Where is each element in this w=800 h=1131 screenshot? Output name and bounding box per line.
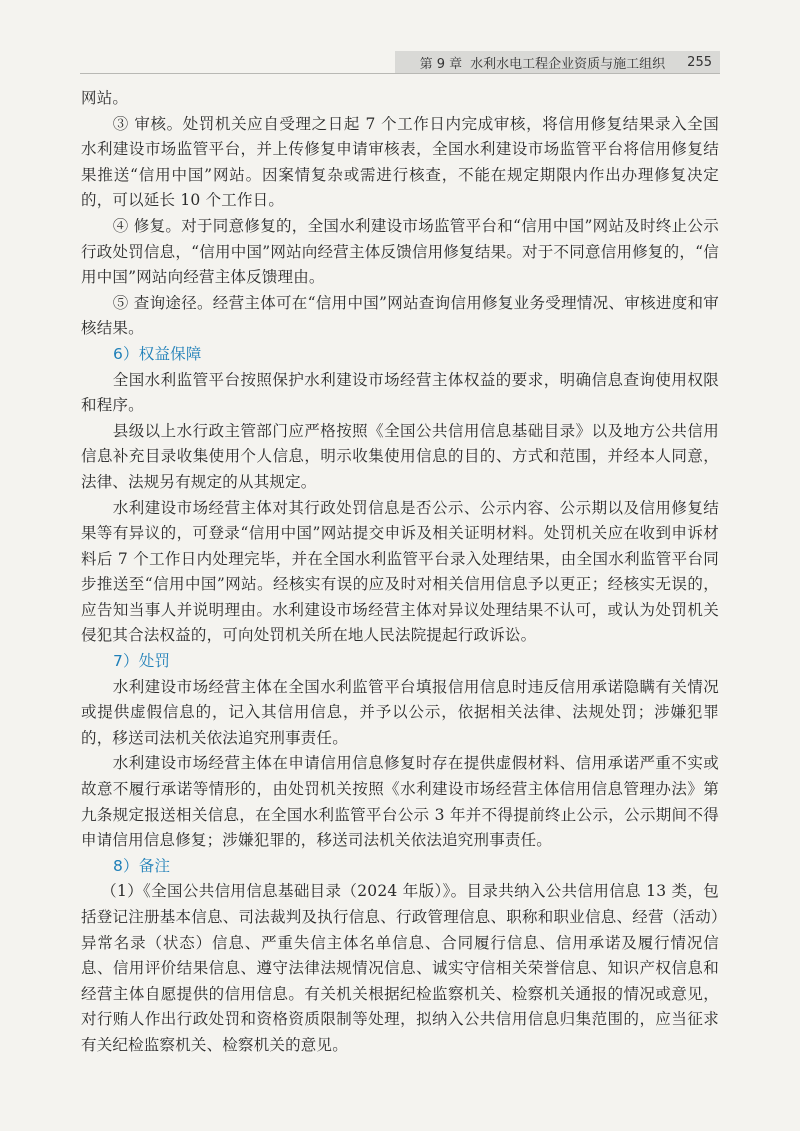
body-text	[81, 86, 719, 1059]
paragraph-penalty-2: 水利建设市场经营主体在申请信用信息修复时存在提供虚假材料、信用承诺严重不实或故意不履行承诺等情形的，由处罚机关按照《水利建设市场经营主体信用信息管理办法》第九条规定报送相关信息，在全国水利监管平台公示 3 年并不得提前终止公示，公示期间不得申请信用信息修复；涉嫌犯罪的，移送司法机关依法追究刑事责任。	[81, 754, 719, 850]
paragraph-rights-1: 全国水利监管平台按照保护水利建设市场经营主体权益的要求，明确信息查询使用权限和程序。	[81, 370, 719, 415]
paragraph-step-repair: ④ 修复。对于同意修复的，全国水利建设市场监管平台和“信用中国”网站及时终止公示行政处罚信息，“信用中国”网站向经营主体反馈信用修复结果。对于不同意信用修复的，“信用中国”网站向经营主体反馈理由。	[81, 216, 719, 287]
paragraph-step-query: ⑤ 查询途径。经营主体可在“信用中国”网站查询信用修复业务受理情况、审核进度和审核结果。	[81, 293, 719, 338]
paragraph-continuation: 网站。	[81, 89, 129, 107]
running-header	[395, 51, 720, 73]
paragraph-step-review: ③ 审核。处罚机关应自受理之日起 7 个工作日内完成审核，将信用修复结果录入全国水利建设市场监管平台，并上传修复申请审核表，全国水利建设市场监管平台将信用修复结果推送“信用中国”网站。因案情复杂或需进行核查，不能在规定期限内作出办理修复决定的，可以延长 10 个工作日。	[81, 114, 719, 210]
header-rule	[80, 73, 720, 74]
chapter-title: 水利水电工程企业资质与施工组织	[470, 56, 666, 72]
paragraph-rights-2: 县级以上水行政主管部门应严格按照《全国公共信用信息基础目录》以及地方公共信用信息补充目录收集使用个人信息，明示收集使用信息的目的、方式和范围，并经本人同意，法律、法规另有规定的从其规定。	[81, 421, 719, 491]
section-heading-rights: 6）权益保障	[113, 344, 202, 363]
paragraph-penalty-1: 水利建设市场经营主体在全国水利监管平台填报信用信息时违反信用承诺隐瞒有关情况或提供虚假信息的，记入其信用信息，并予以公示，依据相关法律、法规处罚；涉嫌犯罪的，移送司法机关依法追究刑事责任。	[81, 677, 719, 747]
page-number: 255	[687, 54, 712, 70]
section-heading-notes: 8）备注	[113, 856, 171, 875]
section-heading-penalty: 7）处罚	[113, 652, 171, 671]
chapter-label: 第 9 章	[419, 56, 463, 72]
paragraph-note-1: （1）《全国公共信用信息基础目录（2024 年版）》。目录共纳入公共信用信息 13 类，包括登记注册基本信息、司法裁判及执行信息、行政管理信息、职称和职业信息、经营（活动）异常名录（状态）信息、严重失信主体名单信息、合同履行信息、信用承诺及履行情况信息、信用评价结果信息、遵守法律法规情况信息、诚实守信相关荣誉信息、知识产权信息和经营主体自愿提供的信用信息。有关机关根据纪检监察机关、检察机关通报的情况或意见，对行贿人作出行政处罚和资格资质限制等处理，拟纳入公共信用信息归集范围的，应当征求有关纪检监察机关、检察机关的意见。	[81, 882, 719, 1054]
paragraph-rights-3: 水利建设市场经营主体对其行政处罚信息是否公示、公示内容、公示期以及信用修复结果等有异议的，可登录“信用中国”网站提交申诉及相关证明材料。处罚机关应在收到申诉材料后 7 个工作日内处理完毕，并在全国水利监管平台录入处理结果，由全国水利监管平台同步推送至“信用中国”网站。经核实有误的应及时对相关信用信息予以更正；经核实无误的，应告知当事人并说明理由。水利建设市场经营主体对异议处理结果不认可，或认为处罚机关侵犯其合法权益的，可向处罚机关所在地人民法院提起行政诉讼。	[81, 498, 719, 645]
